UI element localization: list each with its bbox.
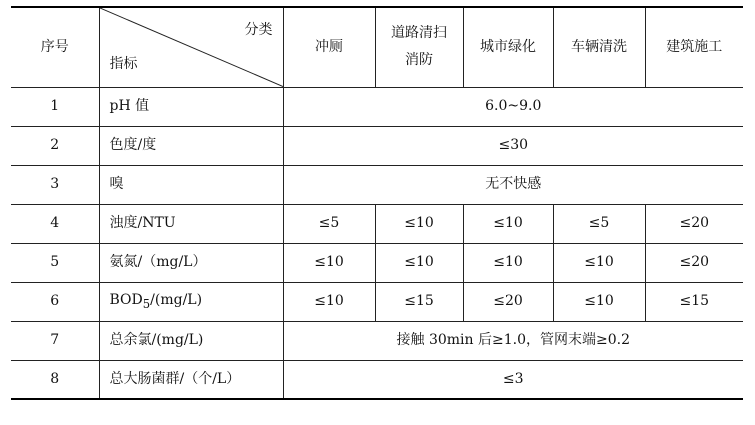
header-col-4: 车辆清洗 [553,7,645,87]
value-cell: ≤10 [375,243,463,282]
table-row [11,165,743,204]
merged-value: 无不快感 [283,165,743,204]
table-row [11,204,743,243]
row-indicator: 总大肠菌群/（个/L） [99,360,283,399]
row-seq: 4 [11,204,99,243]
bod-subscript: 5 [142,296,151,311]
value-cell: ≤10 [463,204,553,243]
row-seq: 1 [11,87,99,126]
header-col-3: 城市绿化 [463,7,553,87]
row-indicator: 氨氮/（mg/L） [99,243,283,282]
table-row [11,360,743,399]
row-indicator: pH 值 [99,87,283,126]
header-indicator-label: 指标 [109,55,138,72]
value-cell: ≤10 [553,282,645,321]
merged-value: 6.0~9.0 [283,87,743,126]
row-seq: 8 [11,360,99,399]
value-cell: ≤20 [645,243,743,282]
value-cell: ≤10 [553,243,645,282]
row-indicator: 嗅 [99,165,283,204]
value-cell: ≤10 [463,243,553,282]
table-row [11,321,743,360]
row-seq: 2 [11,126,99,165]
diagonal-line [100,8,283,87]
row-seq: 3 [11,165,99,204]
header-col-2-line2: 消防 [405,52,433,69]
merged-value: 接触 30min 后≥1.0，管网末端≥0.2 [283,321,743,360]
value-cell: ≤5 [553,204,645,243]
header-col-2-line1: 道路清扫 [391,25,447,42]
value-cell: ≤10 [283,243,375,282]
row-seq: 6 [11,282,99,321]
bod-unit: /(mg/L) [150,292,203,309]
water-quality-table [11,6,743,400]
value-cell: ≤20 [645,204,743,243]
merged-value: ≤3 [283,360,743,399]
bod-label: BOD [109,292,143,309]
table-row [11,126,743,165]
merged-value: ≤30 [283,126,743,165]
row-indicator: 浊度/NTU [99,204,283,243]
table-row [11,243,743,282]
header-seq: 序号 [11,7,99,87]
value-cell: ≤20 [463,282,553,321]
row-indicator: 总余氯/(mg/L) [99,321,283,360]
value-cell: ≤15 [645,282,743,321]
diagonal-header-cell [99,7,283,87]
header-col-5: 建筑施工 [645,7,743,87]
value-cell: ≤10 [283,282,375,321]
header-row [11,7,743,87]
row-seq: 7 [11,321,99,360]
row-seq: 5 [11,243,99,282]
value-cell: ≤10 [375,204,463,243]
row-indicator: 色度/度 [99,126,283,165]
row-indicator [99,282,283,321]
table-row [11,282,743,321]
value-cell: ≤5 [283,204,375,243]
header-category-label: 分类 [244,22,273,38]
header-col-1: 冲厕 [283,7,375,87]
table-row [11,87,743,126]
value-cell: ≤15 [375,282,463,321]
header-col-2 [375,7,463,87]
